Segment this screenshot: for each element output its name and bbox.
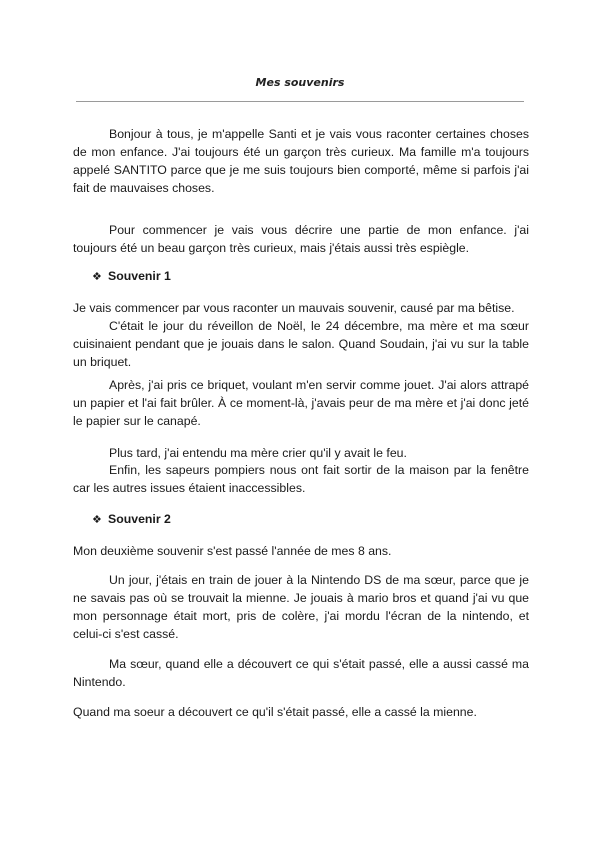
paragraph-s2-3: Quand ma soeur a découvert ce qu'il s'était passé, elle a cassé la mienne. [73, 705, 477, 719]
paragraph-s1-2: Après, j'ai pris ce briquet, voulant m'en servir comme jouet. J'ai alors attrapé un papier et l'ai fait brûler. À ce moment-là, j'avais peur de ma mère et j'ai donc jeté le papier sur le canapé. [73, 378, 529, 428]
heading-souvenir-2 [92, 510, 171, 529]
title-divider [76, 101, 524, 102]
paragraph-s1-1: C'était le jour du réveillon de Noël, le 24 décembre, ma mère et ma sœur cuisinaient pendant que je jouais dans le salon. Quand Soudain, j'ai vu sur la table un briquet. [73, 319, 529, 369]
paragraph-s2-1: Un jour, j'étais en train de jouer à la Nintendo DS de ma sœur, parce que je ne savais pas où se trouvait la mienne. Je jouais à mario bros et quand j'ai vu que mon personnage était mort, pris de colère, j'ai mordu l'écran de la nintendo, et celui-ci s'est cassé. [73, 573, 529, 641]
paragraph-s2-2: Ma sœur, quand elle a découvert ce qui s'était passé, elle a aussi cassé ma Nintendo. [73, 657, 529, 689]
paragraph-s1-lead: Je vais commencer par vous raconter un mauvais souvenir, causé par ma bêtise. [73, 301, 515, 315]
paragraph-s1-4: Enfin, les sapeurs pompiers nous ont fait sortir de la maison par la fenêtre car les autres issues étaient inaccessibles. [73, 463, 529, 495]
heading-souvenir-1-label: Souvenir 1 [108, 269, 171, 283]
diamond-bullet-icon: ❖ [92, 270, 102, 283]
paragraph-s2-lead: Mon deuxième souvenir s'est passé l'année de mes 8 ans. [73, 544, 392, 558]
heading-souvenir-2-label: Souvenir 2 [108, 512, 171, 526]
heading-souvenir-1 [92, 267, 171, 286]
paragraph-intro: Bonjour à tous, je m'appelle Santi et je vais vous raconter certaines choses de mon enfance. J'ai toujours été un garçon très curieux. Ma famille m'a toujours appelé SANTITO parce que je me suis toujours bien comporté, même si parfois j'ai fait de mauvaises choses. [73, 127, 529, 195]
page-title: Mes souvenirs [255, 76, 345, 89]
paragraph-intro-2: Pour commencer je vais vous décrire une partie de mon enfance. j'ai toujours été un beau garçon très curieux, mais j'étais aussi très espiègle. [73, 223, 529, 255]
paragraph-s1-3: Plus tard, j'ai entendu ma mère crier qu'il y avait le feu. [109, 446, 407, 460]
diamond-bullet-icon: ❖ [92, 513, 102, 526]
